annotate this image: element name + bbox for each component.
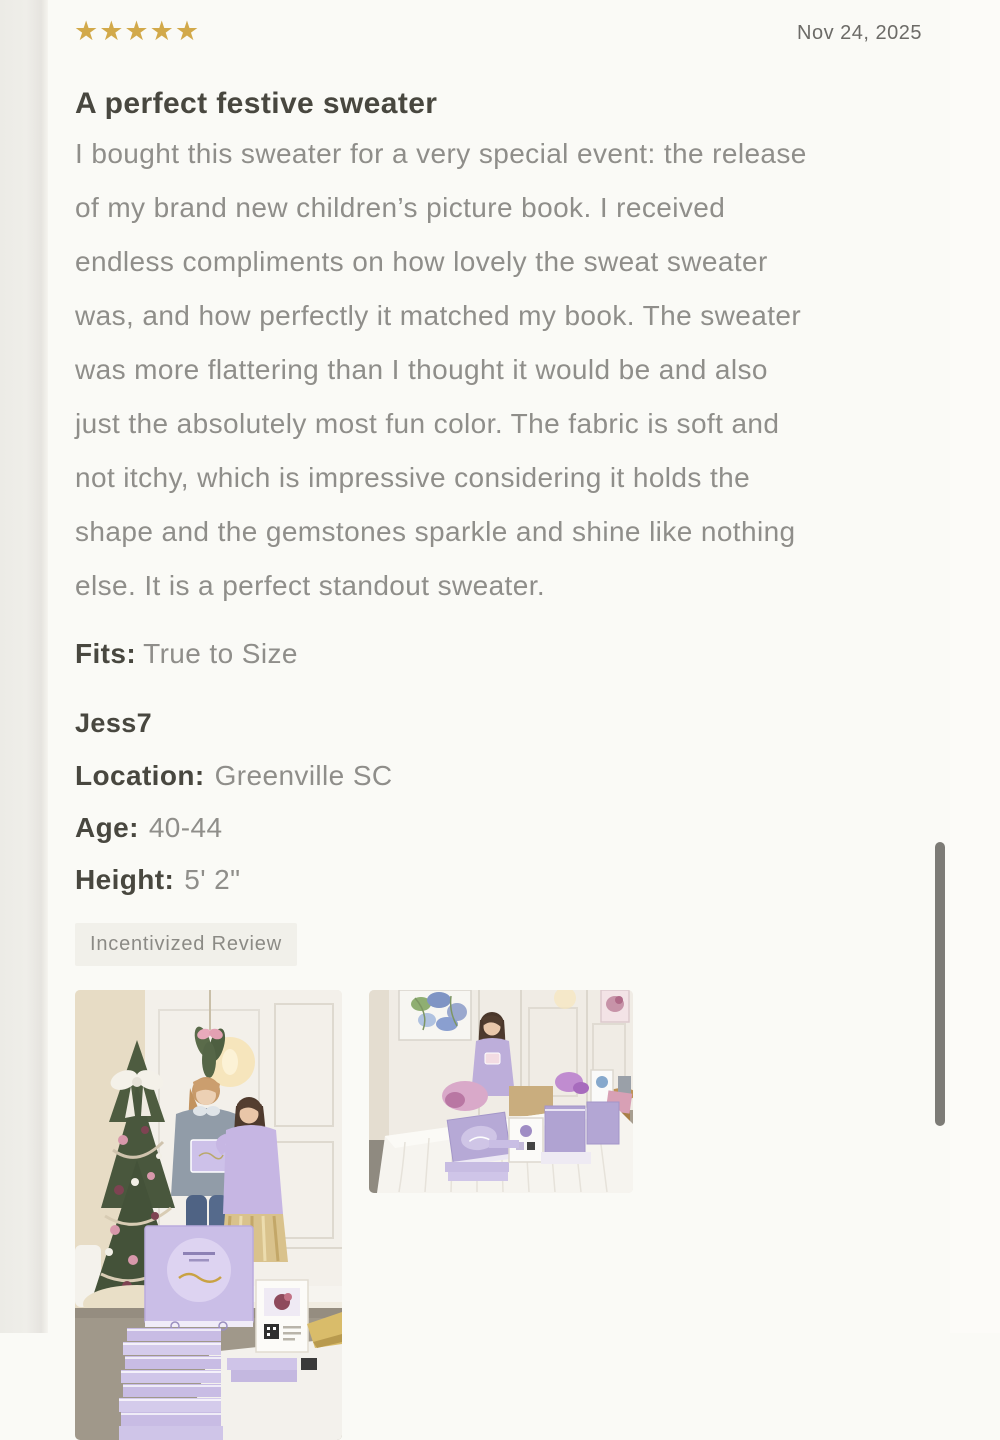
height-value: 5' 2"	[184, 864, 241, 895]
review-body-line: endless compliments on how lovely the sweat sweater	[75, 246, 768, 277]
review-body-line: I bought this sweater for a very special event: the release	[75, 138, 807, 169]
reviewer-nickname: Jess7	[75, 708, 153, 738]
review-date: Nov 24, 2025	[797, 22, 922, 44]
incentivized-review-badge: Incentivized Review	[75, 923, 297, 966]
location-label: Location:	[75, 760, 205, 791]
reviewer-age-row	[75, 812, 222, 844]
review-body-line: was more flattering than I thought it would be and also	[75, 354, 768, 385]
reviewer-height-row	[75, 864, 240, 896]
review-body-line: just the absolutely most fun color. The fabric is soft and	[75, 408, 780, 439]
right-edge-shading	[950, 0, 1000, 1333]
scrollbar-thumb[interactable]	[935, 842, 945, 1126]
review-body-line: not itchy, which is impressive considering it holds the	[75, 462, 751, 493]
framed-art-qr-card	[256, 1280, 308, 1352]
age-value: 40-44	[148, 812, 223, 843]
review-photo-1-image	[75, 990, 342, 1440]
review-photo-2-image	[369, 990, 633, 1193]
left-edge-shading	[0, 0, 48, 1333]
review-body-line: was, and how perfectly it matched my book. The sweater	[75, 300, 802, 331]
age-label: Age:	[75, 812, 139, 843]
height-label: Height:	[75, 864, 175, 895]
rating-stars-icon: ★★★★★	[74, 16, 201, 46]
review-body-line: of my brand new children’s picture book. I received	[75, 192, 726, 223]
review-body-line: shape and the gemstones sparkle and shine like nothing	[75, 516, 796, 547]
pink-painting	[601, 990, 629, 1022]
reviewer-location-row	[75, 760, 393, 792]
fit-label: Fits:	[75, 638, 137, 669]
fit-value: True to Size	[143, 638, 298, 669]
wisteria-painting	[399, 990, 471, 1040]
review-body-line: else. It is a perfect standout sweater.	[75, 570, 546, 601]
review-photo-1[interactable]	[75, 990, 342, 1440]
fit-row	[75, 638, 298, 670]
review-title: A perfect festive sweater	[75, 87, 438, 121]
review-photo-2[interactable]	[369, 990, 633, 1193]
location-value: Greenville SC	[214, 760, 393, 791]
review-body	[75, 127, 925, 613]
